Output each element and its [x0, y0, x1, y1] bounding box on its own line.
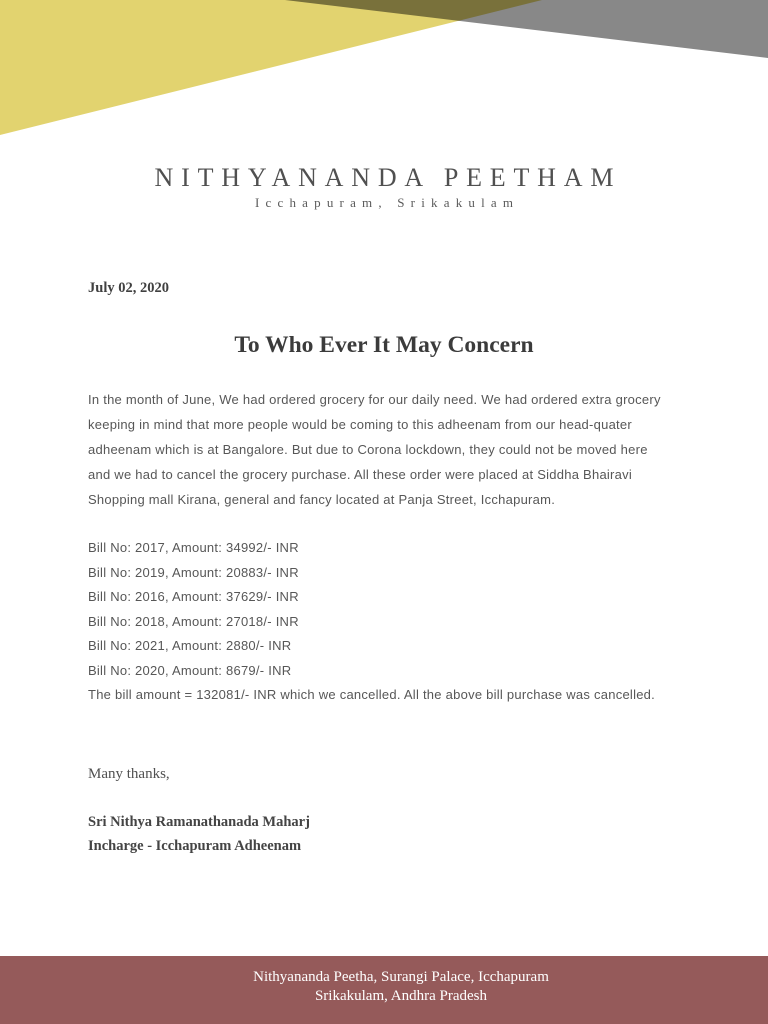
paragraph-line: and we had to cancel the grocery purchase. All these order were placed at Siddha Bhairavi — [88, 467, 633, 482]
bill-total-line: The bill amount = 132081/- INR which we cancelled. All the above bill purchase was cancelled. — [88, 687, 656, 702]
bill-line: Bill No: 2018, Amount: 27018/- INR — [88, 613, 299, 629]
footer-address-line-2: Srikakulam, Andhra Pradesh — [314, 988, 488, 1004]
paragraph-line: Shopping mall Kirana, general and fancy located at Panja Street, Icchapuram. — [88, 492, 556, 507]
footer-band — [0, 956, 768, 1024]
letter-heading: To Who Ever It May Concern — [234, 332, 534, 358]
bill-line: Bill No: 2020, Amount: 8679/- INR — [88, 662, 292, 678]
letter-date: July 02, 2020 — [88, 280, 169, 296]
signatory-title: Incharge - Icchapuram Adheenam — [88, 838, 302, 854]
bill-line: Bill No: 2021, Amount: 2880/- INR — [88, 638, 292, 653]
signature-block — [88, 810, 310, 858]
bill-list — [88, 536, 655, 708]
bill-line: Bill No: 2016, Amount: 37629/- INR — [88, 589, 299, 604]
footer-address-line-1: Nithyananda Peetha, Surangi Palace, Icchapuram — [253, 969, 549, 985]
letter-closing: Many thanks, — [88, 766, 170, 782]
decorative-header-shapes — [0, 0, 768, 140]
paragraph-line: keeping in mind that more people would be coming to this adheenam from our head-quater — [88, 417, 632, 432]
signatory-name: Sri Nithya Ramanathanada Maharj — [88, 814, 310, 830]
paragraph-line: In the month of June, We had ordered grocery for our daily need. We had ordered extra grocery — [88, 392, 661, 407]
bill-line: Bill No: 2019, Amount: 20883/- INR — [88, 564, 299, 580]
letterhead-location: Icchapuram, Srikakulam — [255, 195, 520, 210]
letter-body-paragraph — [88, 387, 661, 512]
bill-line: Bill No: 2017, Amount: 34992/- INR — [88, 540, 299, 555]
letterhead-title: NITHYANANDA PEETHAM — [154, 163, 622, 192]
paragraph-line: adheenam which is at Bangalore. But due to Corona lockdown, they could not be moved here — [88, 442, 648, 457]
